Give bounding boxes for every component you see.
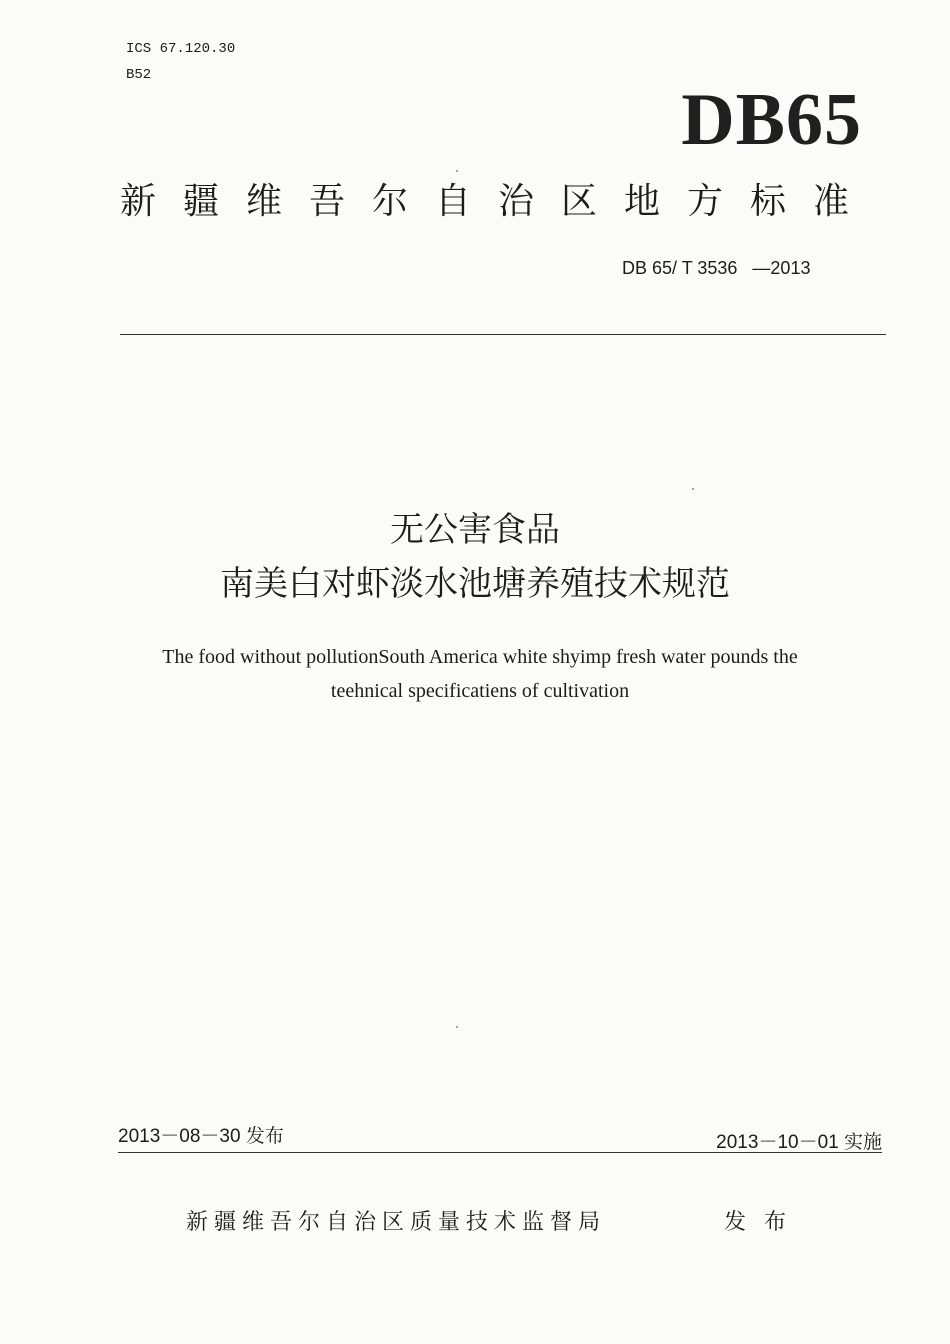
scan-speck xyxy=(456,170,458,172)
scan-speck xyxy=(692,488,694,490)
english-title: The food without pollutionSouth America white shyimp fresh water pounds the teehnical specificatiens of cultivation xyxy=(162,646,798,702)
db65-logo: DB65 xyxy=(681,79,862,161)
publishing-authority: 新疆维吾尔自治区质量技术监督局 xyxy=(186,1210,607,1235)
ics-code: ICS 67.120.30 xyxy=(126,41,236,57)
title-line-2: 南美白对虾淡水池塘养殖技术规范 xyxy=(220,564,730,604)
issue-date: 2013－08－30 发布 xyxy=(118,1126,284,1147)
scan-speck xyxy=(456,1026,458,1028)
publish-label: 发布 xyxy=(724,1210,805,1235)
title-line-1: 无公害食品 xyxy=(390,510,560,550)
footer-divider xyxy=(118,1152,882,1153)
header-divider xyxy=(120,334,886,335)
implementation-date: 2013－10－01 实施 xyxy=(716,1132,882,1153)
standard-category-title: 新疆维吾尔自治区地方标准 xyxy=(120,181,877,222)
classification-code: B52 xyxy=(126,67,152,83)
standard-number: DB 65/ T 3536 —2013 xyxy=(622,258,811,278)
